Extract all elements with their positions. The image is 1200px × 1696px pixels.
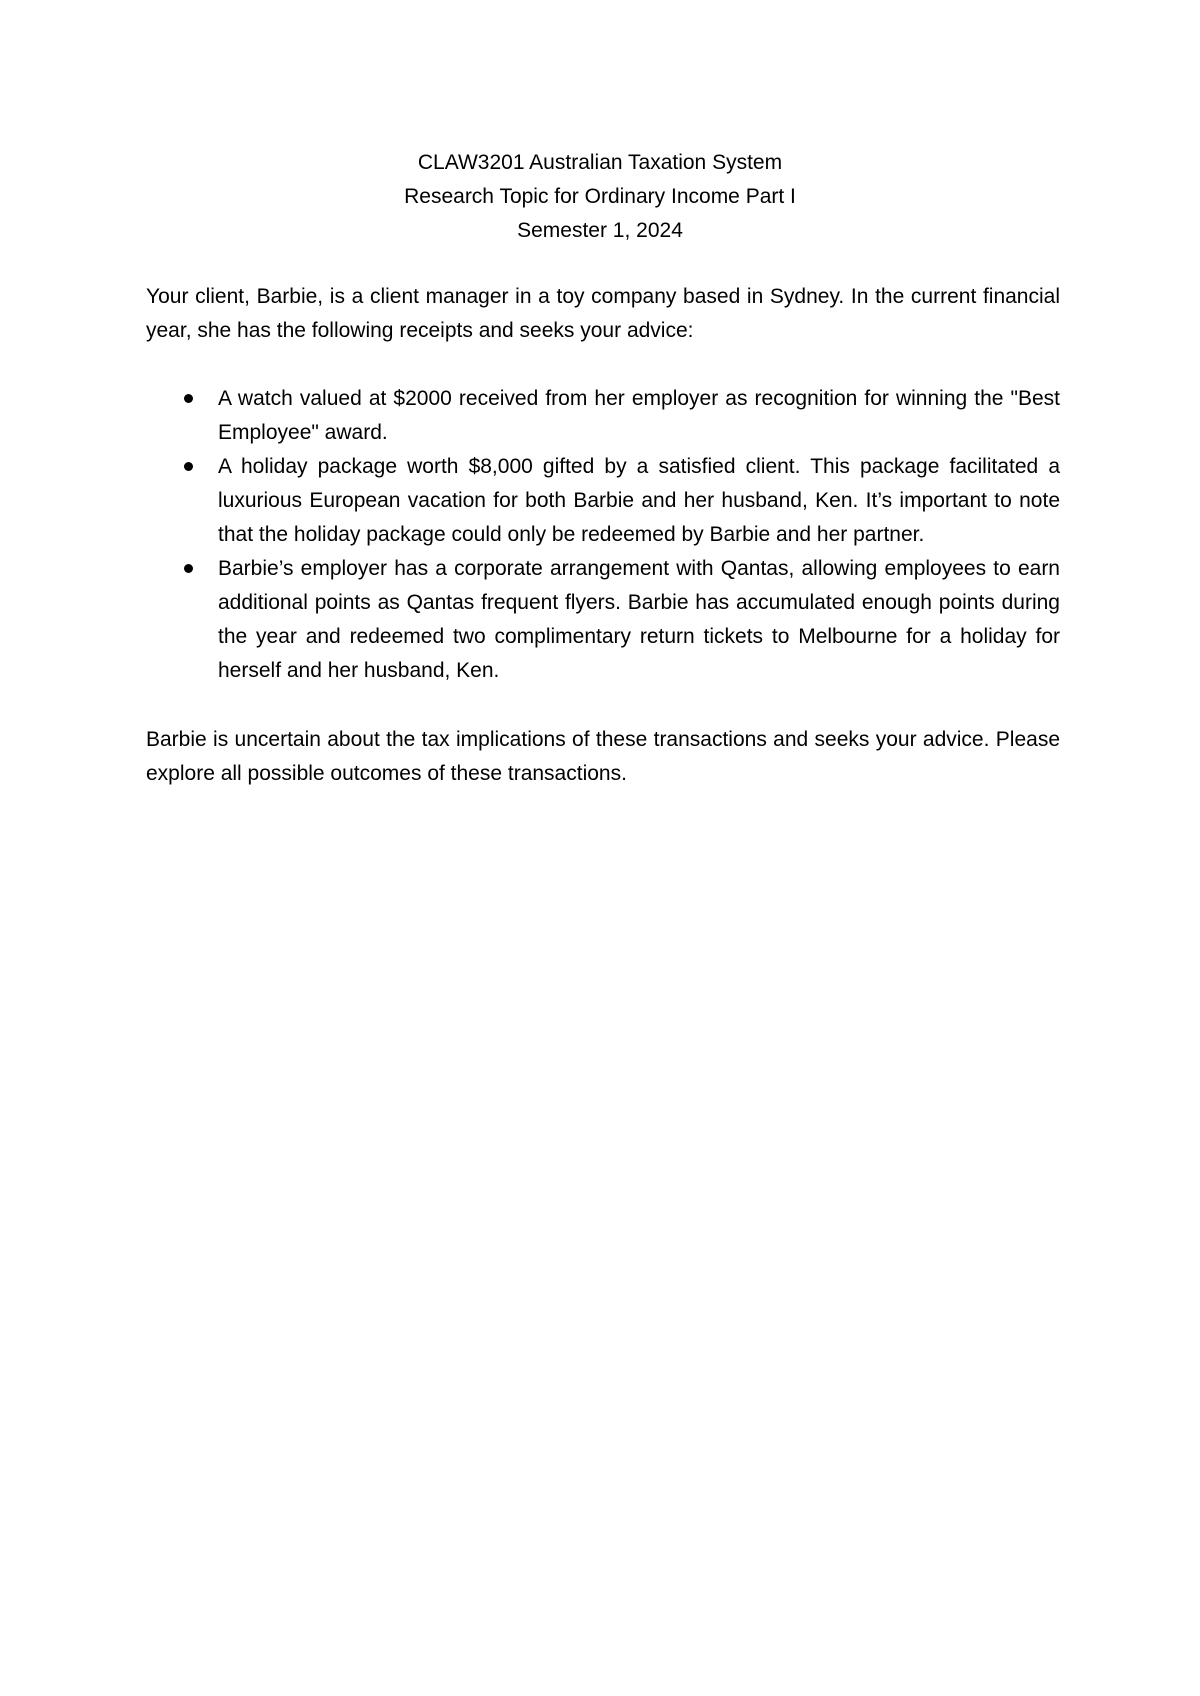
list-item: [146, 552, 1060, 688]
topic-title: Research Topic for Ordinary Income Part I: [404, 185, 796, 208]
intro-paragraph: Your client, Barbie, is a client manager in a toy company based in Sydney. In the current financial year, she has the following receipts and seeks your advice:: [146, 285, 1060, 342]
semester-label: Semester 1, 2024: [517, 219, 683, 242]
bullet-icon: [184, 394, 193, 403]
bullet-icon: [184, 462, 193, 471]
list-item: [146, 450, 1060, 552]
list-item: [146, 382, 1060, 450]
receipts-list: [146, 382, 1060, 688]
bullet-icon: [184, 564, 193, 573]
course-title: CLAW3201 Australian Taxation System: [417, 151, 783, 174]
list-item-text: A holiday package worth $8,000 gifted by a satisfied client. This package facilitated a luxurious European vacation for both Barbie and her husband, Ken. It’s important to note that the holiday package could only be redeemed by Barbie and her partner.: [218, 455, 1060, 546]
list-item-text: A watch valued at $2000 received from her employer as recognition for winning the "Best Employee" award.: [218, 387, 1060, 444]
closing-paragraph: Barbie is uncertain about the tax implications of these transactions and seeks your advice. Please explore all possible outcomes of these transactions.: [146, 728, 1060, 785]
list-item-text: Barbie’s employer has a corporate arrangement with Qantas, allowing employees to earn additional points as Qantas frequent flyers. Barbie has accumulated enough points during the year and redeemed two complimentary return tickets to Melbourne for a holiday for herself and her husband, Ken.: [218, 557, 1060, 682]
document-header: [0, 146, 1200, 248]
